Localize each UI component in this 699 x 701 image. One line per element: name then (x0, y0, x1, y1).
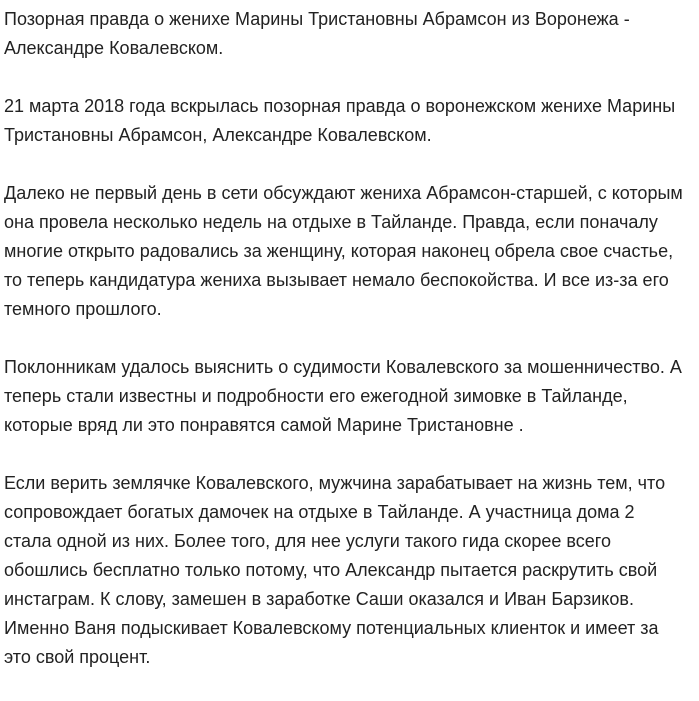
article-paragraph-background: Далеко не первый день в сети обсуждают жениха Абрамсон-старшей, с которым она провела несколько недель на отдыхе в Тайланде. Правда, если поначалу многие открыто радовались за женщину, которая наконец обрела свое счастье, то теперь кандидатура жениха вызывает немало беспокойства. И все из-за его темного прошлого. (4, 183, 683, 319)
article-headline-paragraph: Позорная правда о женихе Марины Тристановны Абрамсон из Воронежа - Александре Ковалевском. (4, 9, 630, 58)
article-paragraph-conviction: Поклонникам удалось выяснить о судимости Ковалевского за мошенничество. А теперь стали известны и подробности его ежегодной зимовке в Тайланде, которые вряд ли это понравятся самой Марине Тристановне . (4, 357, 682, 435)
article-paragraph-date: 21 марта 2018 года вскрылась позорная правда о воронежском женихе Марины Тристановны Абрамсон, Александре Ковалевском. (4, 96, 676, 145)
article-paragraph-testimony: Если верить землячке Ковалевского, мужчина зарабатывает на жизнь тем, что сопровождает богатых дамочек на отдыхе в Тайланде. А участница дома 2 стала одной из них. Более того, для нее услуги такого гида скорее всего обошлись бесплатно только потому, что Александр пытается раскрутить свой инстаграм. К слову, замешен в заработке Саши оказался и Иван Барзиков. Именно Ваня подыскивает Ковалевскому потенциальных клиенток и имеет за это свой процент. (4, 473, 666, 667)
article-body (4, 0, 684, 701)
